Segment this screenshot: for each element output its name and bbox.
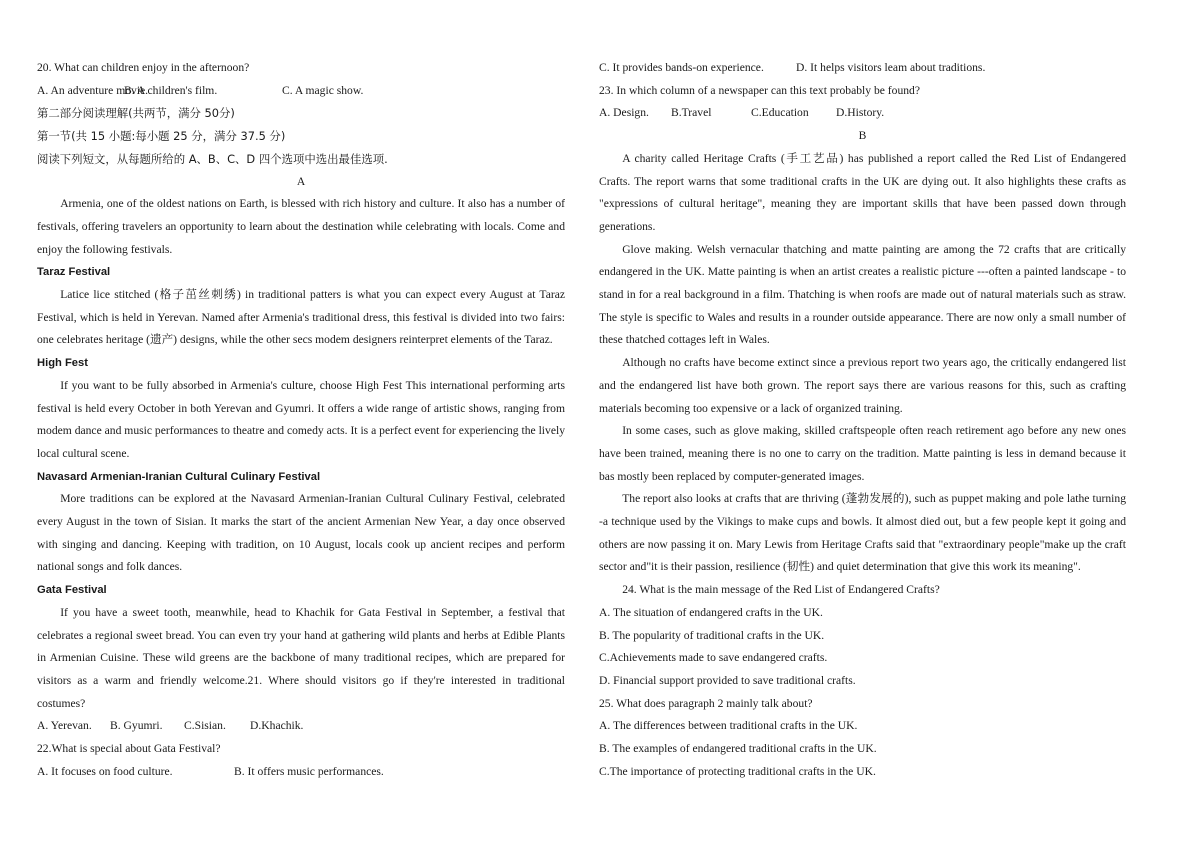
question-23: 23. In which column of a newspaper can this text probably be found? [599,83,920,97]
q23-option-b: B.Travel [671,106,712,120]
festival-heading: Gata Festival [37,584,107,597]
right-column [599,57,1126,784]
question-21-options [37,715,565,738]
festival-heading: Navasard Armenian-Iranian Cultural Culinary Festival [37,470,321,483]
festival-text: Latice lice stitched (格子茁丝刺绣) in traditional patters is what you can expect every August at Taraz Festival, which is held in Yerevan. Named after Armenia's traditional dress, this festival is divided into two fairs: one celebrates heritage (遗产) designs, while the other secs modem designers reinterpret elements of the Taraz. [37,288,565,347]
passage-b-paragraph: Glove making. Welsh vernacular thatching and matte painting are among the 72 crafts that are critically endangered in the UK. Matte painting is when an artist creates a realistic picture ---often a painted landscape - to stand in for a real background in a film. Thatching is when roofs are made out of natural materials such as straw. The style is specific to Wales and results in a rounder outside appearance. There are now only a small number of these thatched cottages left in Wales. [599,242,1126,347]
festival-text: If you want to be fully absorbed in Armenia's culture, choose High Fest This international performing arts festival is held every October in both Yerevan and Gyumri. It offers a wide range of artistic shows, ranging from modem dance and music performances to theatre and comedy acts. It is a perfect event for experiencing the lively local cultural scene. [37,378,565,460]
passage-b-paragraph: The report also looks at crafts that are thriving (蓬勃发展的), such as puppet making and pole lathe turning -a technique used by the Vikings to make cups and bowls. It almost died out, but a few people kept it going and others are now passing it on. Mary Lewis from Heritage Crafts said that "extraordinary people"make up the craft sector and"it is their passion, resilience (韧性) and quiet determination that give this work its meaning". [599,492,1126,574]
instructions: 阅读下列短文，从每题所给的 A、B、C、D 四个选项中选出最佳选项. [37,151,388,166]
question-25: 25. What does paragraph 2 mainly talk about? [599,696,813,710]
festival-text: If you have a sweet tooth, meanwhile, head to Khachik for Gata Festival in September, a festival that celebrates a regional sweet bread. You can even try your hand at gathering wild plants and herbs at Edible Plants in Armenian Cuisine. These wild greens are the backbone of many traditional recipes, which are prepared for visitors as a warm and friendly welcome.21. Where should visitors go if they're interested in traditional costumes? [37,605,565,710]
q20-option-c: C. A magic show. [282,83,364,97]
q23-option-a: A. Design. [599,106,649,120]
question-20: 20. What can children enjoy in the afternoon? [37,61,250,74]
question-22-options-cd [599,57,1126,80]
passage-b-label: B [858,129,867,143]
q24-option-c: C.Achievements made to save endangered crafts. [599,651,828,665]
q23-option-d: D.History. [836,106,885,120]
q21-option-b: B. Gyumri. [110,719,163,733]
question-23-options [599,102,1126,125]
q22-option-a: A. It focuses on food culture. [37,764,173,778]
passage-b-paragraph: A charity called Heritage Crafts (手工艺品) has published a report called the Red List of Endangered Crafts. The report warns that some traditional crafts in the UK are dying out. It also highlights these crafts as "expressions of cultural heritage", meaning they are important skills that have been passed down through generations. [599,151,1126,233]
festival-heading: Taraz Festival [37,266,111,279]
q21-option-c: C.Sisian. [184,719,226,733]
question-22-options-ab [37,761,565,784]
festival-text: More traditions can be explored at the Navasard Armenian-Iranian Cultural Culinary Festival, celebrated every August in the town of Sisian. It marks the start of the ancient Armenian New Year, a day once observed with singing and dancing. Keeping with tradition, on 10 August, locals cook up ancient recipes and perform national songs and folk dances. [37,492,565,574]
festival-heading: High Fest [37,357,88,370]
passage-b-paragraph: Although no crafts have become extinct since a previous report two years ago, the critically endangered list and the endangered list have both grown. The report says there are various reasons for this, such as crafting materials becoming too expensive or a lack of organized training. [599,356,1126,415]
part2-title: 第二部分阅读理解(共两节，满分 50分) [37,106,235,121]
q24-option-d: D. Financial support provided to save traditional crafts. [599,673,856,687]
q20-option-b: B. A children's film. [124,83,218,97]
q25-option-a: A. The differences between traditional crafts in the UK. [599,719,858,733]
q22-option-b: B. It offers music performances. [234,764,384,778]
question-22: 22.What is special about Gata Festival? [37,742,221,756]
passage-a-intro: Armenia, one of the oldest nations on Earth, is blessed with rich history and culture. It also has a number of festivals, offering travelers an opportunity to learn about the destination while celebrating with locals. Come and enjoy the following festivals. [37,197,565,256]
q25-option-c: C.The importance of protecting traditional crafts in the UK. [599,764,876,778]
passage-b-paragraph: In some cases, such as glove making, skilled craftspeople often reach retirement ago before any new ones have been trained, meaning there is no one to carry on the tradition. Matte painting is less in demand because it bas mostly been replaced by computer-generated images. [599,424,1126,483]
q25-option-b: B. The examples of endangered traditional crafts in the UK. [599,742,877,756]
passage-a-label: A [296,174,306,188]
q20-option-a: A. An adventure movie. [37,83,149,97]
q24-option-a: A. The situation of endangered crafts in the UK. [599,605,823,619]
question-20-options [37,80,565,103]
q22-option-c: C. It provides bands-on experience. [599,61,764,74]
q23-option-c: C.Education [751,106,809,120]
section1-title: 第一节(共 15 小题:每小题 25 分，满分 37.5 分) [37,129,286,144]
left-column [37,57,565,784]
q22-option-d: D. It helps visitors leam about traditions. [796,61,986,74]
q24-option-b: B. The popularity of traditional crafts in the UK. [599,628,825,642]
question-24: 24. What is the main message of the Red List of Endangered Crafts? [622,583,940,597]
q21-option-a: A. Yerevan. [37,719,92,733]
q21-option-d: D.Khachik. [250,719,304,733]
